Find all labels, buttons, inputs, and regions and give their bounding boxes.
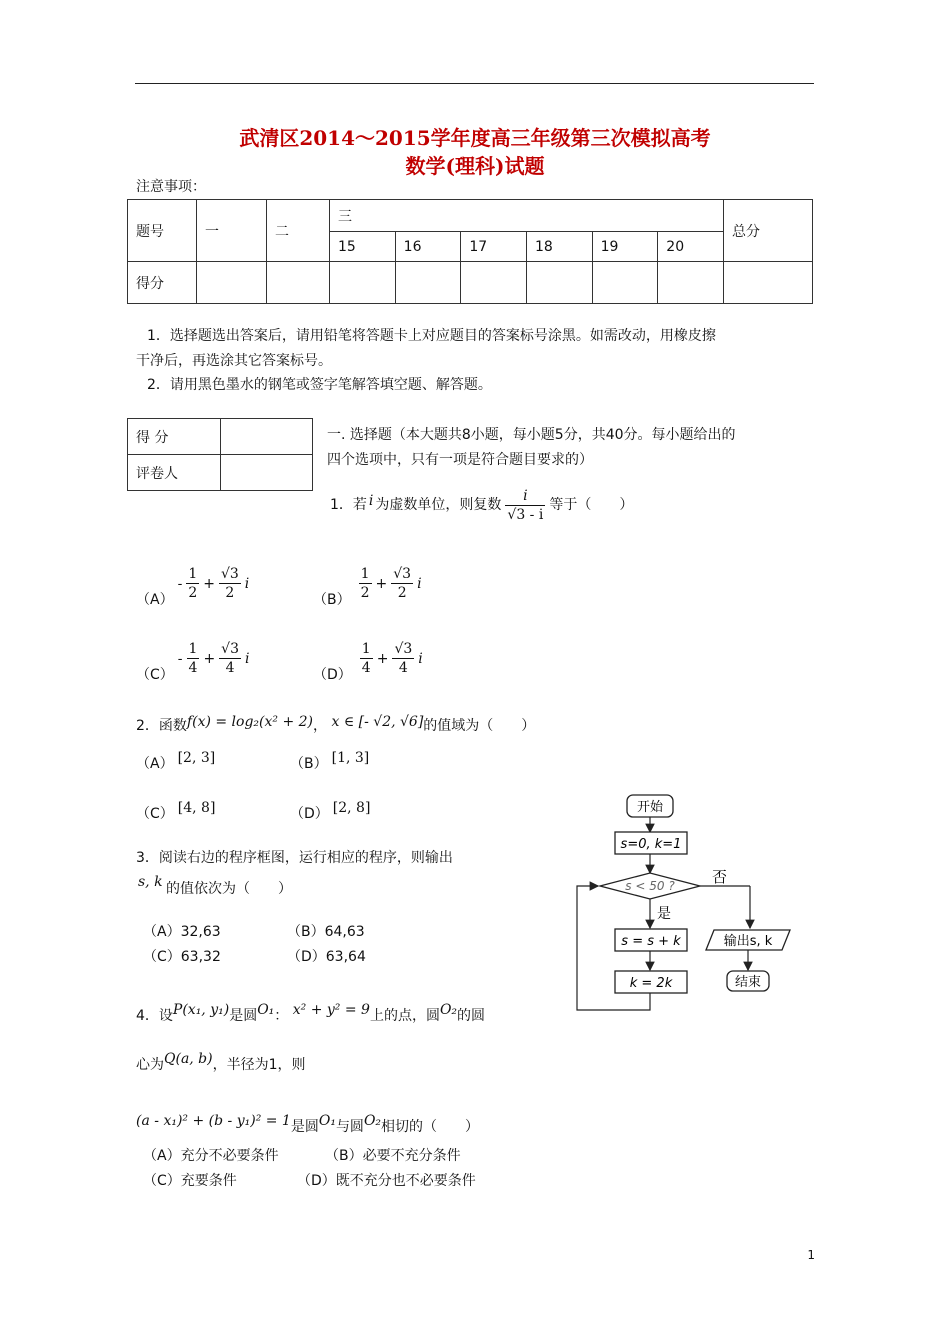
q1-prefix: 1．若	[330, 497, 367, 513]
q2-option-a[interactable]: （A） [2, 3]	[136, 750, 216, 772]
score-cell[interactable]	[461, 262, 527, 304]
fraction: $\frac{1}{4}$	[361, 641, 371, 676]
q1-mid: 为虚数单位，则复数	[375, 497, 502, 513]
grader-name-label: 评卷人	[128, 455, 221, 491]
q4-option-c[interactable]: （C）充要条件	[143, 1173, 237, 1189]
q2-domain: x ∈ [- √2, √6]	[331, 714, 424, 730]
flow-yes-label: 是	[657, 906, 671, 922]
q4-option-b[interactable]: （B）必要不充分条件	[325, 1148, 461, 1164]
score-table-header: 题号	[128, 200, 197, 262]
question-3: 3．阅读右边的程序框图，运行相应的程序，则输出	[136, 850, 453, 866]
page-number: 1	[807, 1248, 815, 1262]
score-cell[interactable]	[592, 262, 658, 304]
q2-comma: ，	[313, 718, 328, 734]
fraction: $\frac{1}{2}$	[188, 566, 198, 601]
section-heading: 一. 选择题（本大题共8小题，每小题5分，共40分。每小题给出的	[327, 427, 736, 443]
option-label: （B）	[313, 592, 351, 608]
option-label: （C）	[136, 667, 174, 683]
fraction: $\frac{√3}{2}$	[393, 566, 412, 601]
score-table-col-1: 一	[197, 200, 267, 262]
score-table-subcol: 19	[592, 232, 658, 262]
flow-end-label: 结束	[734, 975, 762, 990]
q3-vars: s, k	[138, 874, 163, 890]
option-label: （D）	[313, 667, 352, 683]
q3-option-c[interactable]: （C）63,32	[143, 949, 221, 965]
q1-frac-den: √3 - i	[507, 506, 544, 523]
flow-start-label: 开始	[636, 800, 664, 815]
question-1	[330, 475, 633, 535]
flow-output-label: 输出s, k	[723, 934, 773, 949]
q2-function: f(x) = log₂(x² + 2)	[186, 714, 314, 730]
score-table-col-2: 二	[267, 200, 330, 262]
q1-option-d[interactable]	[313, 635, 423, 685]
fraction: $\frac{√3}{4}$	[394, 641, 413, 676]
q1-var-i: i	[368, 493, 374, 509]
q3-option-d[interactable]: （D）63,64	[287, 949, 366, 965]
flowchart	[570, 790, 800, 1020]
imag-unit: i	[245, 650, 250, 667]
instruction-line: 2．请用黑色墨水的钢笔或签字笔解答填空题、解答题。	[147, 377, 492, 393]
q2-suffix: 的值域为（ ）	[423, 718, 536, 734]
q4-option-d[interactable]: （D）既不充分也不必要条件	[297, 1173, 476, 1189]
plus-sign: +	[203, 575, 215, 592]
q2-option-b[interactable]: （B） [1, 3]	[290, 750, 370, 772]
notice-label: 注意事项：	[136, 179, 206, 195]
minus-sign: -	[177, 575, 183, 592]
score-cell[interactable]	[658, 262, 724, 304]
q1-frac-num: i	[505, 487, 545, 506]
score-table-subcol: 16	[395, 232, 461, 262]
q1-option-c[interactable]	[136, 635, 249, 685]
plus-sign: +	[376, 650, 389, 667]
top-rule	[135, 83, 814, 84]
flow-init-label: s=0, k=1	[620, 837, 682, 852]
score-table-subcol: 18	[526, 232, 592, 262]
grader-table	[127, 418, 313, 491]
grader-score-cell[interactable]	[221, 419, 313, 455]
plus-sign: +	[203, 650, 216, 667]
q4-option-a[interactable]: （A）充分不必要条件	[143, 1148, 279, 1164]
imag-unit: i	[418, 650, 423, 667]
minus-sign: -	[177, 650, 183, 667]
flow-cond-label: s < 50 ?	[625, 879, 675, 893]
q4-line3: (a - x₁)² + (b - y₁)² = 1是圆O₁与圆O₂相切的（ ）	[136, 1113, 480, 1135]
fraction: $\frac{1}{4}$	[188, 641, 198, 676]
imag-unit: i	[417, 575, 422, 592]
question-2	[136, 716, 535, 736]
q2-prefix: 2．函数	[136, 718, 187, 734]
q1-suffix: 等于（ ）	[549, 497, 634, 513]
flow-step1-label: s = s + k	[621, 934, 681, 949]
q3-option-b[interactable]: （B）64,63	[287, 924, 365, 940]
fraction: $\frac{√3}{2}$	[220, 566, 239, 601]
flow-no-label: 否	[712, 868, 728, 886]
instruction-line: 干净后，再选涂其它答案标号。	[136, 353, 332, 369]
q3-line2: 的值依次为（ ）	[166, 881, 292, 897]
q2-option-d[interactable]: （D） [2, 8]	[290, 800, 371, 822]
score-table-subcol: 17	[461, 232, 527, 262]
score-cell[interactable]	[197, 262, 267, 304]
score-table-total: 总分	[724, 200, 813, 262]
score-cell[interactable]	[724, 262, 813, 304]
question-4: 4．设P(x₁, y₁)是圆O₁： x² + y² = 9上的点，圆O₂的圆	[136, 1002, 486, 1024]
score-cell[interactable]	[267, 262, 330, 304]
q2-option-c[interactable]: （C） [4, 8]	[136, 800, 216, 822]
q1-fraction	[505, 487, 545, 524]
score-table-col-3: 三	[330, 200, 724, 232]
fraction: $\frac{1}{2}$	[360, 566, 370, 601]
q3-option-a[interactable]: （A）32,63	[143, 924, 221, 940]
score-cell[interactable]	[526, 262, 592, 304]
score-cell[interactable]	[330, 262, 396, 304]
grader-name-cell[interactable]	[221, 455, 313, 491]
score-table	[127, 199, 813, 304]
section-heading: 四个选项中，只有一项是符合题目要求的）	[327, 452, 593, 468]
exam-subtitle: 数学(理科)试题	[405, 154, 545, 178]
q4-line2: 心为Q(a, b)，半径为1，则	[136, 1051, 306, 1073]
grader-score-label: 得 分	[128, 419, 221, 455]
score-row-label: 得分	[128, 262, 197, 304]
plus-sign: +	[375, 575, 388, 592]
score-table-subcol: 15	[330, 232, 396, 262]
q1-option-b[interactable]	[313, 560, 422, 610]
score-table-subcol: 20	[658, 232, 724, 262]
exam-title: 武清区2014～2015学年度高三年级第三次模拟高考	[239, 126, 711, 150]
imag-unit: i	[244, 575, 250, 592]
instruction-line: 1．选择题选出答案后，请用铅笔将答题卡上对应题目的答案标号涂黑。如需改动，用橡皮擦	[147, 328, 716, 344]
score-cell[interactable]	[395, 262, 461, 304]
option-label: （A）	[136, 592, 174, 608]
fraction: $\frac{√3}{4}$	[221, 641, 239, 676]
q1-option-a[interactable]	[136, 560, 249, 610]
flow-step2-label: k = 2k	[629, 976, 673, 991]
